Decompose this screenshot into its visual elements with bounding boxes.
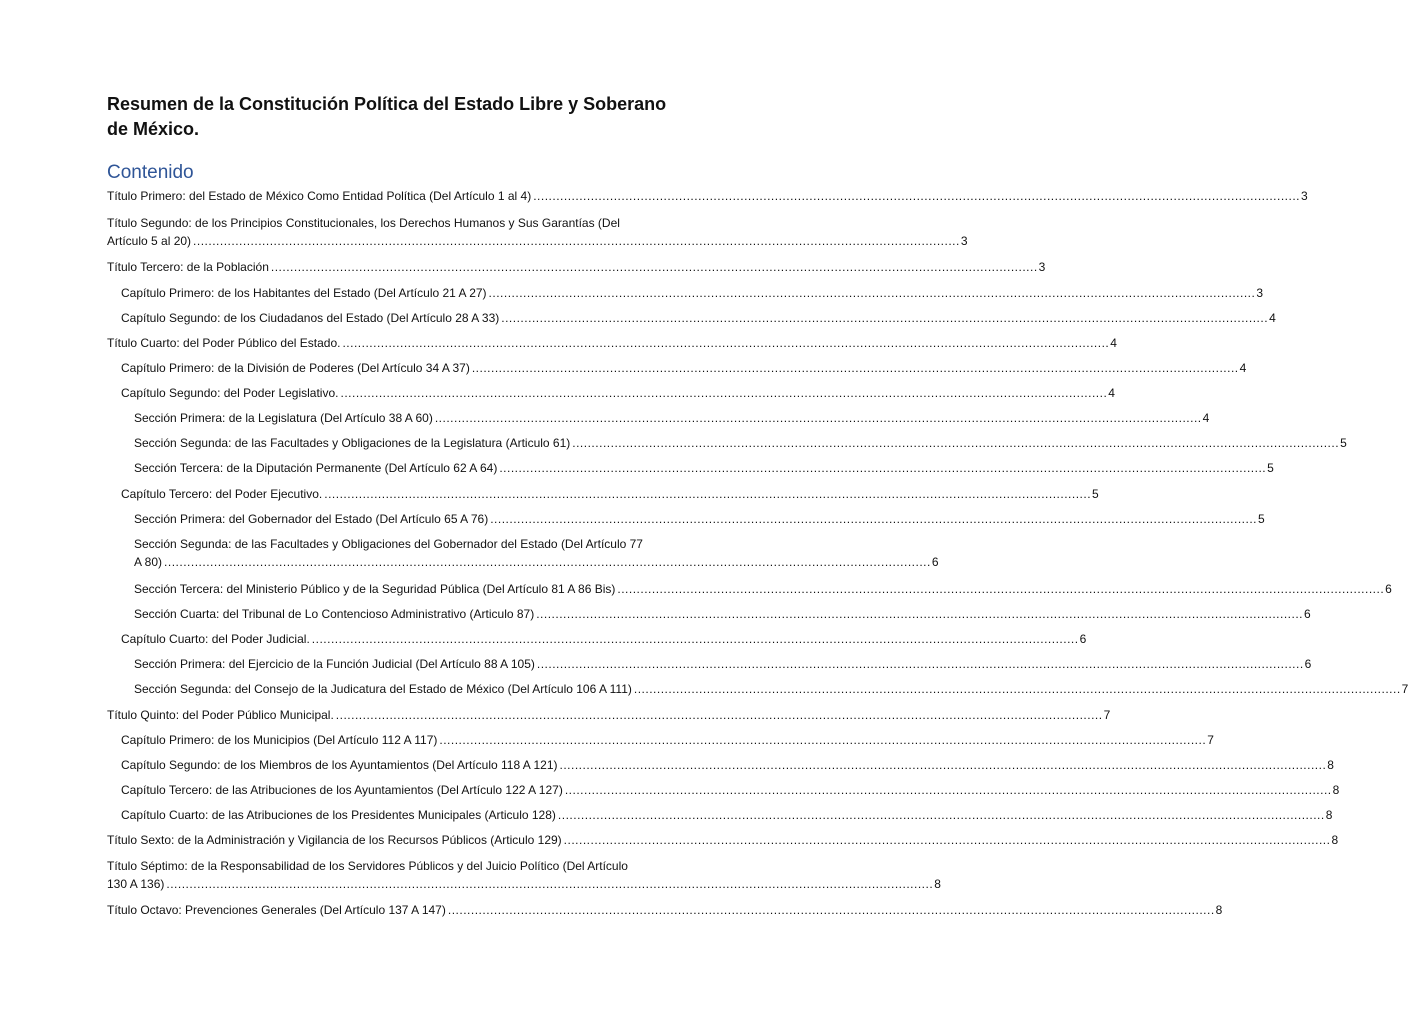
toc-entry-text: Capítulo Cuarto: del Poder Judicial. xyxy=(121,632,310,646)
toc-entry-line xyxy=(134,580,1392,598)
toc-page-number: 7 xyxy=(1401,682,1408,696)
toc-dot-leader xyxy=(312,630,1079,648)
toc-heading: Contenido xyxy=(107,162,194,183)
toc-entry-text: Capítulo Primero: de la División de Poderes (Del Artículo 34 A 37) xyxy=(121,361,470,375)
toc-entry-line xyxy=(121,731,1214,749)
toc-entry-line xyxy=(134,553,939,571)
toc-dot-leader xyxy=(537,655,1304,673)
toc-page-number: 4 xyxy=(1110,336,1117,350)
toc-entry-text: Capítulo Segundo: de los Ciudadanos del Estado (Del Artículo 28 A 33) xyxy=(121,311,500,325)
toc-entry-text-line1: Título Séptimo: de la Responsabilidad de los Servidores Públicos y del Juicio Político (Del Artículo xyxy=(107,859,628,873)
toc-entry-text: Sección Primera: de la Legislatura (Del Artículo 38 A 60) xyxy=(134,411,433,425)
toc-dot-leader xyxy=(489,284,1256,302)
toc-page-number: 7 xyxy=(1103,708,1111,722)
toc-dot-leader xyxy=(634,680,1401,698)
toc-entry[interactable] xyxy=(121,756,1334,774)
toc-dot-leader xyxy=(448,901,1215,919)
toc-dot-leader xyxy=(499,459,1266,477)
toc-entry-text: 130 A 136) xyxy=(107,877,165,891)
toc-entry-text: Capítulo Cuarto: de las Atribuciones de los Presidentes Municipales (Articulo 128) xyxy=(121,808,556,822)
toc-entry-text: A 80) xyxy=(134,555,163,569)
toc-page-number: 4 xyxy=(1108,386,1115,400)
toc-page-number: 8 xyxy=(934,877,941,891)
toc-entry[interactable] xyxy=(121,485,1099,503)
toc-page-number: 8 xyxy=(1215,903,1223,917)
toc-entry[interactable] xyxy=(134,535,939,571)
toc-dot-leader xyxy=(324,485,1091,503)
toc-dot-leader xyxy=(564,831,1331,849)
toc-dot-leader xyxy=(536,605,1303,623)
toc-entry[interactable] xyxy=(107,901,1223,919)
toc-entry-line xyxy=(121,781,1340,799)
toc-entry[interactable] xyxy=(134,680,1408,698)
toc-page-number: 8 xyxy=(1331,833,1339,847)
toc-page-number: 5 xyxy=(1258,512,1265,526)
toc-entry[interactable] xyxy=(134,655,1312,673)
toc-entry[interactable] xyxy=(121,630,1087,648)
toc-entry-line xyxy=(121,384,1115,402)
toc-page-number: 6 xyxy=(1304,607,1311,621)
toc-entry-text: Título Quinto: del Poder Público Municipal. xyxy=(107,708,334,722)
toc-dot-leader xyxy=(439,731,1206,749)
toc-entry-line xyxy=(134,510,1265,528)
toc-entry[interactable] xyxy=(134,605,1311,623)
toc-entry-text: Sección Tercera: de la Diputación Permanente (Del Artículo 62 A 64) xyxy=(134,461,498,475)
toc-dot-leader xyxy=(617,580,1384,598)
toc-entry[interactable] xyxy=(107,857,941,893)
toc-page-number: 3 xyxy=(1256,286,1264,300)
toc-page-number: 6 xyxy=(931,555,939,569)
toc-entry-text: Capítulo Primero: de los Municipios (Del Artículo 112 A 117) xyxy=(121,733,438,747)
toc-page-number: 5 xyxy=(1092,487,1099,501)
toc-entry-line xyxy=(107,901,1223,919)
toc-entry-text: Sección Primera: del Gobernador del Estado (Del Artículo 65 A 76) xyxy=(134,512,489,526)
toc-entry[interactable] xyxy=(107,334,1117,352)
toc-entry-text: Sección Segunda: del Consejo de la Judicatura del Estado de México (Del Artículo 106 A 111) xyxy=(134,682,632,696)
toc-entry[interactable] xyxy=(107,831,1339,849)
toc-entry-text: Título Tercero: de la Población xyxy=(107,260,269,274)
toc-entry[interactable] xyxy=(107,258,1046,276)
toc-entry-text-line1: Sección Segunda: de las Facultades y Obligaciones del Gobernador del Estado (Del Artículo 77 xyxy=(134,537,643,551)
toc-entry-line xyxy=(107,334,1117,352)
toc-page-number: 3 xyxy=(1301,189,1308,203)
toc-entry-text-line1: Título Segundo: de los Principios Constitucionales, los Derechos Humanos y Sus Garantías (Del xyxy=(107,216,620,230)
toc-entry-line xyxy=(134,680,1408,698)
toc-entry-text: Artículo 5 al 20) xyxy=(107,234,192,248)
toc-entry-text: Título Primero: del Estado de México Como Entidad Política (Del Artículo 1 al 4) xyxy=(107,189,532,203)
toc-entry-text: Capítulo Primero: de los Habitantes del Estado (Del Artículo 21 A 27) xyxy=(121,286,487,300)
toc-dot-leader xyxy=(472,359,1239,377)
toc-dot-leader xyxy=(490,510,1257,528)
toc-dot-leader xyxy=(193,232,960,250)
toc-entry-line xyxy=(107,187,1308,205)
toc-dot-leader xyxy=(340,384,1107,402)
toc-entry-line xyxy=(134,434,1347,452)
toc-entry-text: Capítulo Tercero: del Poder Ejecutivo. xyxy=(121,487,323,501)
toc-entry-line xyxy=(134,459,1274,477)
toc-entry-line xyxy=(121,756,1334,774)
toc-entry-line xyxy=(107,875,941,893)
toc-entry-line xyxy=(121,359,1247,377)
toc-entry-line xyxy=(121,284,1264,302)
toc-entry[interactable] xyxy=(134,409,1210,427)
toc-entry[interactable] xyxy=(134,580,1392,598)
document-title: Resumen de la Constitución Política del Estado Libre y Soberano de México. xyxy=(107,94,667,139)
toc-entry[interactable] xyxy=(121,384,1115,402)
toc-entry-line xyxy=(107,258,1046,276)
toc-entry[interactable] xyxy=(121,359,1247,377)
toc-page-number: 5 xyxy=(1340,436,1347,450)
toc-page-number: 4 xyxy=(1202,411,1210,425)
toc-dot-leader xyxy=(336,706,1103,724)
toc-dot-leader xyxy=(533,187,1300,205)
toc-entry-text: Sección Primera: del Ejercicio de la Función Judicial (Del Artículo 88 A 105) xyxy=(134,657,535,671)
toc-dot-leader xyxy=(558,806,1325,824)
toc-entry[interactable] xyxy=(134,459,1274,477)
toc-dot-leader xyxy=(166,875,933,893)
toc-entry[interactable] xyxy=(121,806,1333,824)
toc-entry-line xyxy=(107,706,1111,724)
toc-dot-leader xyxy=(435,409,1202,427)
toc-page-number: 8 xyxy=(1332,783,1340,797)
toc-entry[interactable] xyxy=(121,284,1264,302)
toc-dot-leader xyxy=(501,309,1268,327)
toc-dot-leader xyxy=(271,258,1038,276)
toc-entry-text: Sección Cuarta: del Tribunal de Lo Contencioso Administrativo (Articulo 87) xyxy=(134,607,535,621)
toc-entry-text: Título Cuarto: del Poder Público del Estado. xyxy=(107,336,341,350)
toc-entry[interactable] xyxy=(121,781,1340,799)
toc-page-number: 6 xyxy=(1304,657,1312,671)
toc-page-number: 3 xyxy=(960,234,968,248)
toc-entry-line xyxy=(107,232,968,250)
toc-page-number: 5 xyxy=(1267,461,1274,475)
toc-entry-text: Sección Segunda: de las Facultades y Obligaciones de la Legislatura (Articulo 61) xyxy=(134,436,571,450)
toc-entry-text: Capítulo Segundo: de los Miembros de los Ayuntamientos (Del Artículo 118 A 121) xyxy=(121,758,558,772)
toc-entry[interactable] xyxy=(134,434,1347,452)
toc-entry-text: Título Octavo: Prevenciones Generales (Del Artículo 137 A 147) xyxy=(107,903,446,917)
toc-entry-line xyxy=(121,630,1087,648)
toc-page-number: 8 xyxy=(1325,808,1333,822)
toc-entry-text: Capítulo Segundo: del Poder Legislativo. xyxy=(121,386,339,400)
toc-entry[interactable] xyxy=(134,510,1265,528)
toc-dot-leader xyxy=(565,781,1332,799)
toc-entry[interactable] xyxy=(107,706,1111,724)
toc-page-number: 4 xyxy=(1269,311,1276,325)
toc-page-number: 3 xyxy=(1038,260,1046,274)
toc-page-number: 6 xyxy=(1385,582,1392,596)
toc-entry-text: Sección Tercera: del Ministerio Público y de la Seguridad Pública (Del Artículo 81 A 86 Bis) xyxy=(134,582,616,596)
toc-entry-line xyxy=(134,655,1312,673)
toc-entry-text: Título Sexto: de la Administración y Vigilancia de los Recursos Públicos (Articulo 129) xyxy=(107,833,562,847)
toc-entry-text: Capítulo Tercero: de las Atribuciones de los Ayuntamientos (Del Artículo 122 A 127) xyxy=(121,783,563,797)
toc-entry-line xyxy=(121,485,1099,503)
toc-entry-line xyxy=(134,409,1210,427)
toc-dot-leader xyxy=(164,553,931,571)
toc-entry-line xyxy=(134,605,1311,623)
toc-entry[interactable] xyxy=(121,309,1276,327)
toc-dot-leader xyxy=(572,434,1339,452)
toc-entry-line xyxy=(121,806,1333,824)
toc-dot-leader xyxy=(559,756,1326,774)
toc-entry[interactable] xyxy=(107,187,1308,205)
toc-dot-leader xyxy=(342,334,1109,352)
toc-page-number: 7 xyxy=(1207,733,1214,747)
toc-page-number: 8 xyxy=(1327,758,1334,772)
toc-entry-line xyxy=(107,831,1339,849)
toc-page-number: 4 xyxy=(1239,361,1247,375)
toc-entry-line xyxy=(121,309,1276,327)
toc-page-number: 6 xyxy=(1079,632,1087,646)
toc-entry[interactable] xyxy=(121,731,1214,749)
toc-entry[interactable] xyxy=(107,214,968,250)
